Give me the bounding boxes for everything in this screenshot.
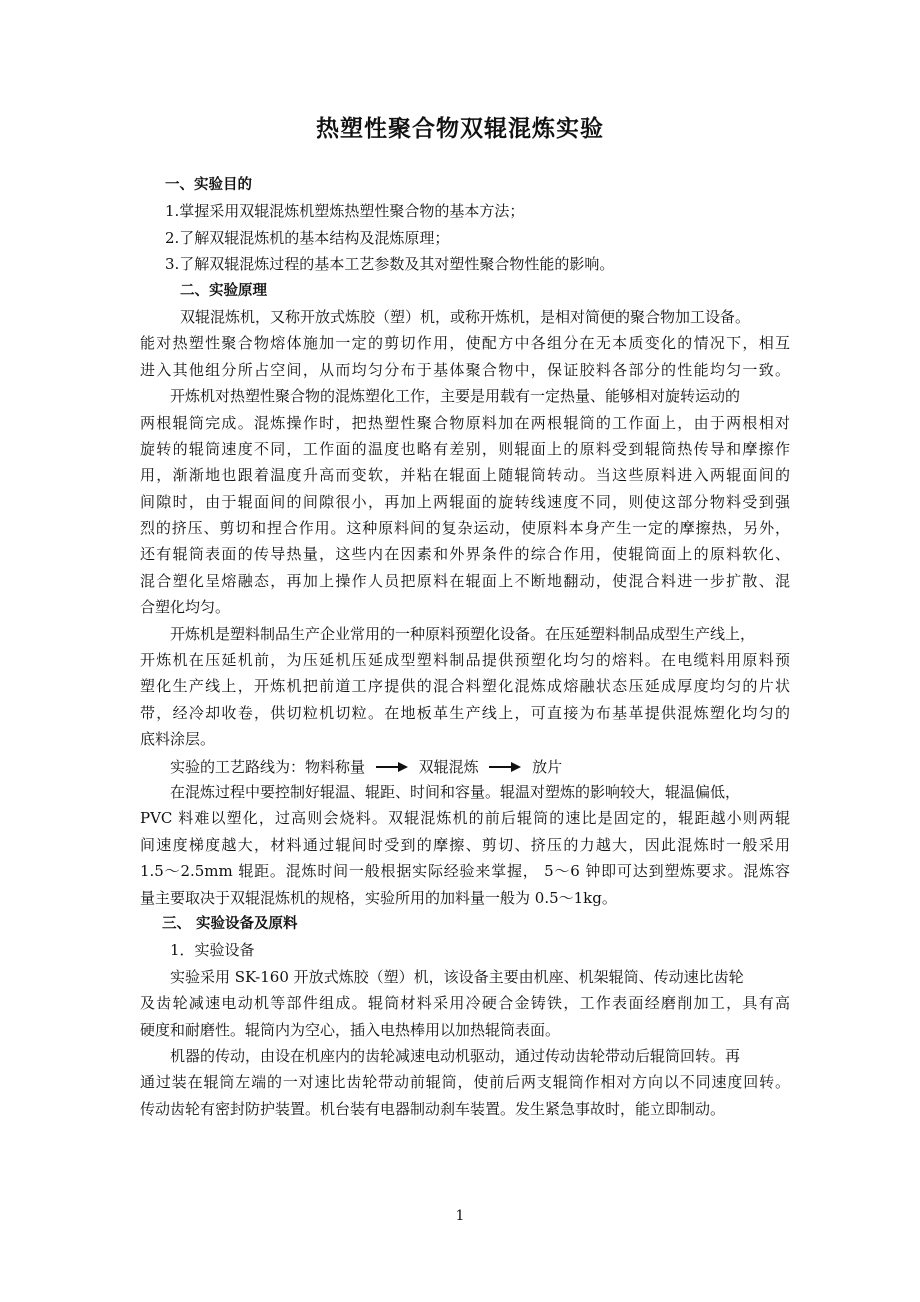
paragraph-line: 能对热塑性聚合物熔体施加一定的剪切作用，使配方中各组分在无本质变化的情况下，相互: [140, 334, 790, 353]
paragraph-line: 用，渐渐地也跟着温度升高而变软，并粘在辊面上随辊筒转动。当这些原料进入两辊面间的: [140, 466, 790, 485]
paragraph-line: 开炼机对热塑性聚合物的混炼塑化工作，主要是用载有一定热量、能够相对旋转运动的: [170, 387, 741, 406]
paragraph-line: 塑化生产线上，开炼机把前道工序提供的混合料塑化混炼成熔融状态压延成厚度均匀的片状: [140, 677, 790, 696]
paragraph-line: 量主要取决于双辊混炼机的规格，实验所用的加料量一般为 0.5～1kg。: [140, 888, 617, 907]
paragraph-line: 合塑化均匀。: [140, 598, 231, 617]
paragraph-line: 带，经冷却收卷，供切粒机切粒。在地板革生产线上，可直接为布基革提供混炼塑化均匀的: [140, 703, 790, 722]
paragraph-line: 实验采用 SK-160 开放式炼胶（塑）机，该设备主要由机座、机架辊筒、传动速比齿轮: [170, 967, 744, 986]
section-heading-equipment: 三、 实验设备及原料: [162, 915, 298, 932]
paragraph-line: 双辊混炼机，又称开放式炼胶（塑）机，或称开炼机，是相对简便的聚合物加工设备。: [180, 307, 751, 326]
purpose-item: 1.掌握采用双辊混炼机塑炼热塑性聚合物的基本方法；: [165, 202, 525, 221]
process-route: [140, 753, 790, 779]
paragraph-line: 在混炼过程中要控制好辊温、辊距、时间和容量。辊温对塑炼的影响较大，辊温偏低，: [170, 782, 741, 801]
subsection-heading: 1．实验设备: [170, 941, 255, 960]
paragraph-line: 1.5～2.5mm 辊距。混炼时间一般根据实际经验来掌握， 5～6 钟即可达到塑炼要求。混炼容: [140, 862, 790, 881]
purpose-item: 2.了解双辊混炼机的基本结构及混炼原理；: [165, 228, 450, 247]
purpose-item: 3.了解双辊混炼过程的基本工艺参数及其对塑性聚合物性能的影响。: [165, 255, 615, 274]
paragraph-line: 烈的挤压、剪切和捏合作用。这种原料间的复杂运动，使原料本身产生一定的摩擦热，另外，: [140, 519, 790, 538]
paragraph-line: 混合塑化呈熔融态，再加上操作人员把原料在辊面上不断地翻动，使混合料进一步扩散、混: [140, 571, 790, 590]
route-step-weighing: 实验的工艺路线为：物料称量: [170, 757, 366, 776]
paragraph-line: 传动齿轮有密封防护装置。机台装有电器制动刹车装置。发生紧急事故时，能立即制动。: [140, 1099, 726, 1118]
page-number: 1: [455, 1208, 465, 1224]
paragraph-line: 及齿轮减速电动机等部件组成。辊筒材料采用冷硬合金铸铁，工作表面经磨削加工，具有高: [140, 994, 790, 1013]
section-heading-principle: 二、实验原理: [180, 282, 267, 299]
paragraph-line: 机器的传动，由设在机座内的齿轮减速电动机驱动，通过传动齿轮带动后辊筒回转。再: [170, 1046, 741, 1065]
paragraph-line: 开炼机在压延机前，为压延机压延成型塑料制品提供预塑化均匀的熔料。在电缆料用原料预: [140, 651, 790, 670]
paragraph-line: 进入其他组分所占空间，从而均匀分布于基体聚合物中，保证胶料各部分的性能均匀一致。: [140, 360, 790, 379]
document-body: [140, 172, 790, 1122]
paragraph-line: 底料涂层。: [140, 730, 216, 749]
paragraph-line: 两根辊筒完成。混炼操作时，把热塑性聚合物原料加在两根辊筒的工作面上，由于两根相对: [140, 413, 790, 432]
paragraph-line: PVC 料难以塑化，过高则会烧料。双辊混炼机的前后辊筒的速比是固定的，辊距越小则两辊: [140, 809, 790, 828]
paragraph-line: 硬度和耐磨性。辊筒内为空心，插入电热棒用以加热辊筒表面。: [140, 1020, 561, 1039]
section-heading-purpose: 一、实验目的: [165, 177, 252, 193]
arrow-right-icon: [489, 762, 521, 772]
arrow-right-icon: [376, 762, 408, 772]
paragraph-line: 开炼机是塑料制品生产企业常用的一种原料预塑化设备。在压延塑料制品成型生产线上，: [170, 624, 756, 643]
paragraph-line: 通过装在辊筒左端的一对速比齿轮带动前辊筒，使前后两支辊筒作相对方向以不同速度回转。: [140, 1073, 790, 1092]
paragraph-line: 旋转的辊筒速度不同，工作面的温度也略有差别，则辊面上的原料受到辊筒热传导和摩擦作: [140, 439, 790, 458]
document-title: 热塑性聚合物双辊混炼实验: [316, 116, 604, 142]
paragraph-line: 间隙时，由于辊面间的间隙很小，再加上两辊面的旋转线速度不同，则使这部分物料受到强: [140, 492, 790, 511]
paragraph-line: 间速度梯度越大，材料通过辊间时受到的摩擦、剪切、挤压的力越大，因此混炼时一般采用: [140, 835, 790, 854]
route-step-sheeting: 放片: [532, 757, 563, 776]
route-step-mixing: 双辊混炼: [418, 757, 479, 776]
paragraph-line: 还有辊筒表面的传导热量，这些内在因素和外界条件的综合作用，使辊筒面上的原料软化、: [140, 545, 790, 564]
